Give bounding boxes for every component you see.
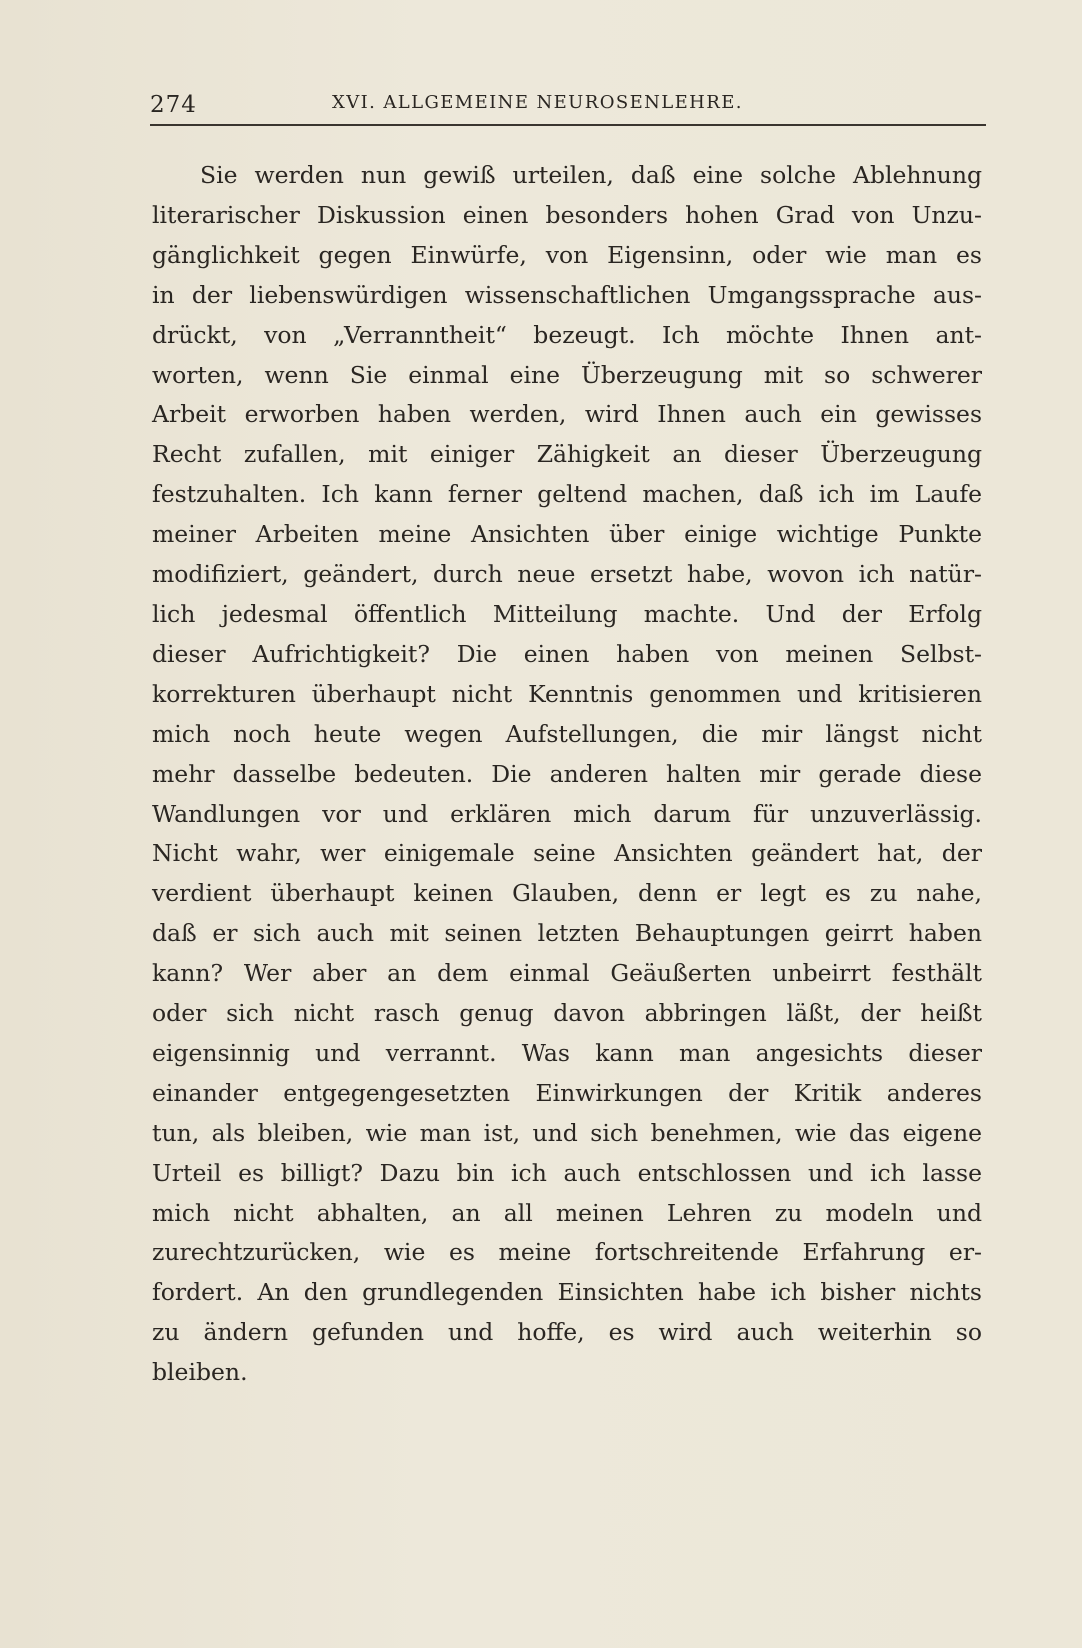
text-line: Urteil es billigt? Dazu bin ich auch entschlossen und ich lasse xyxy=(152,1158,982,1187)
text-line: mich noch heute wegen Aufstellungen, die mir längst nicht xyxy=(152,719,982,748)
text-line: verdient überhaupt keinen Glauben, denn er legt es zu nahe, xyxy=(152,879,982,908)
text-line: zu ändern gefunden und hoffe, es wird auch weiterhin so xyxy=(152,1318,982,1347)
text-line: mehr dasselbe bedeuten. Die anderen halten mir gerade diese xyxy=(152,759,982,788)
text-line: worten, wenn Sie einmal eine Überzeugung mit so schwerer xyxy=(152,360,982,389)
text-line: mich nicht abhalten, an all meinen Lehren zu modeln und xyxy=(152,1198,982,1227)
text-line: literarischer Diskussion einen besonders hohen Grad von Unzu- xyxy=(152,200,982,229)
text-line: Recht zufallen, mit einiger Zähigkeit an dieser Überzeugung xyxy=(152,440,982,469)
text-line: kann? Wer aber an dem einmal Geäußerten unbeirrt festhält xyxy=(152,959,982,988)
text-line: in der liebenswürdigen wissenschaftlichen Umgangssprache aus- xyxy=(152,280,982,309)
text-line: einander entgegengesetzten Einwirkungen der Kritik anderes xyxy=(152,1078,982,1107)
page-header xyxy=(150,88,986,122)
text-line: zurechtzurücken, wie es meine fortschreitende Erfahrung er- xyxy=(152,1238,982,1267)
text-line: Arbeit erworben haben werden, wird Ihnen auch ein gewisses xyxy=(152,400,982,429)
text-line: Sie werden nun gewiß urteilen, daß eine solche Ablehnung xyxy=(200,161,982,189)
page-number: 274 xyxy=(150,92,197,118)
text-line: Wandlungen vor und erklären mich darum für unzuverlässig. xyxy=(152,799,982,828)
text-line: gänglichkeit gegen Einwürfe, von Eigensinn, oder wie man es xyxy=(152,240,982,269)
header-rule xyxy=(150,124,986,126)
body-paragraph xyxy=(152,156,982,1393)
text-line: Nicht wahr, wer einigemale seine Ansichten geändert hat, der xyxy=(152,839,982,868)
text-line: fordert. An den grundlegenden Einsichten habe ich bisher nichts xyxy=(152,1278,982,1307)
text-line: daß er sich auch mit seinen letzten Behauptungen geirrt haben xyxy=(152,919,982,948)
text-line: modifiziert, geändert, durch neue ersetzt habe, wovon ich natür- xyxy=(152,560,982,589)
text-line: bleiben. xyxy=(152,1358,248,1387)
text-line: lich jedesmal öffentlich Mitteilung machte. Und der Erfolg xyxy=(152,599,982,628)
text-line: drückt, von „Verranntheit“ bezeugt. Ich möchte Ihnen ant- xyxy=(152,320,982,349)
running-title: XVI. ALLGEMEINE NEUROSENLEHRE. xyxy=(332,92,743,113)
text-line: tun, als bleiben, wie man ist, und sich benehmen, wie das eigene xyxy=(152,1118,982,1147)
text-line: eigensinnig und verrannt. Was kann man angesichts dieser xyxy=(152,1038,982,1067)
text-line: dieser Aufrichtigkeit? Die einen haben von meinen Selbst- xyxy=(152,639,982,668)
text-line: korrekturen überhaupt nicht Kenntnis genommen und kritisieren xyxy=(152,679,982,708)
text-line: meiner Arbeiten meine Ansichten über einige wichtige Punkte xyxy=(152,520,982,549)
text-line: oder sich nicht rasch genug davon abbringen läßt, der heißt xyxy=(152,999,982,1028)
text-line: festzuhalten. Ich kann ferner geltend machen, daß ich im Laufe xyxy=(152,480,982,509)
